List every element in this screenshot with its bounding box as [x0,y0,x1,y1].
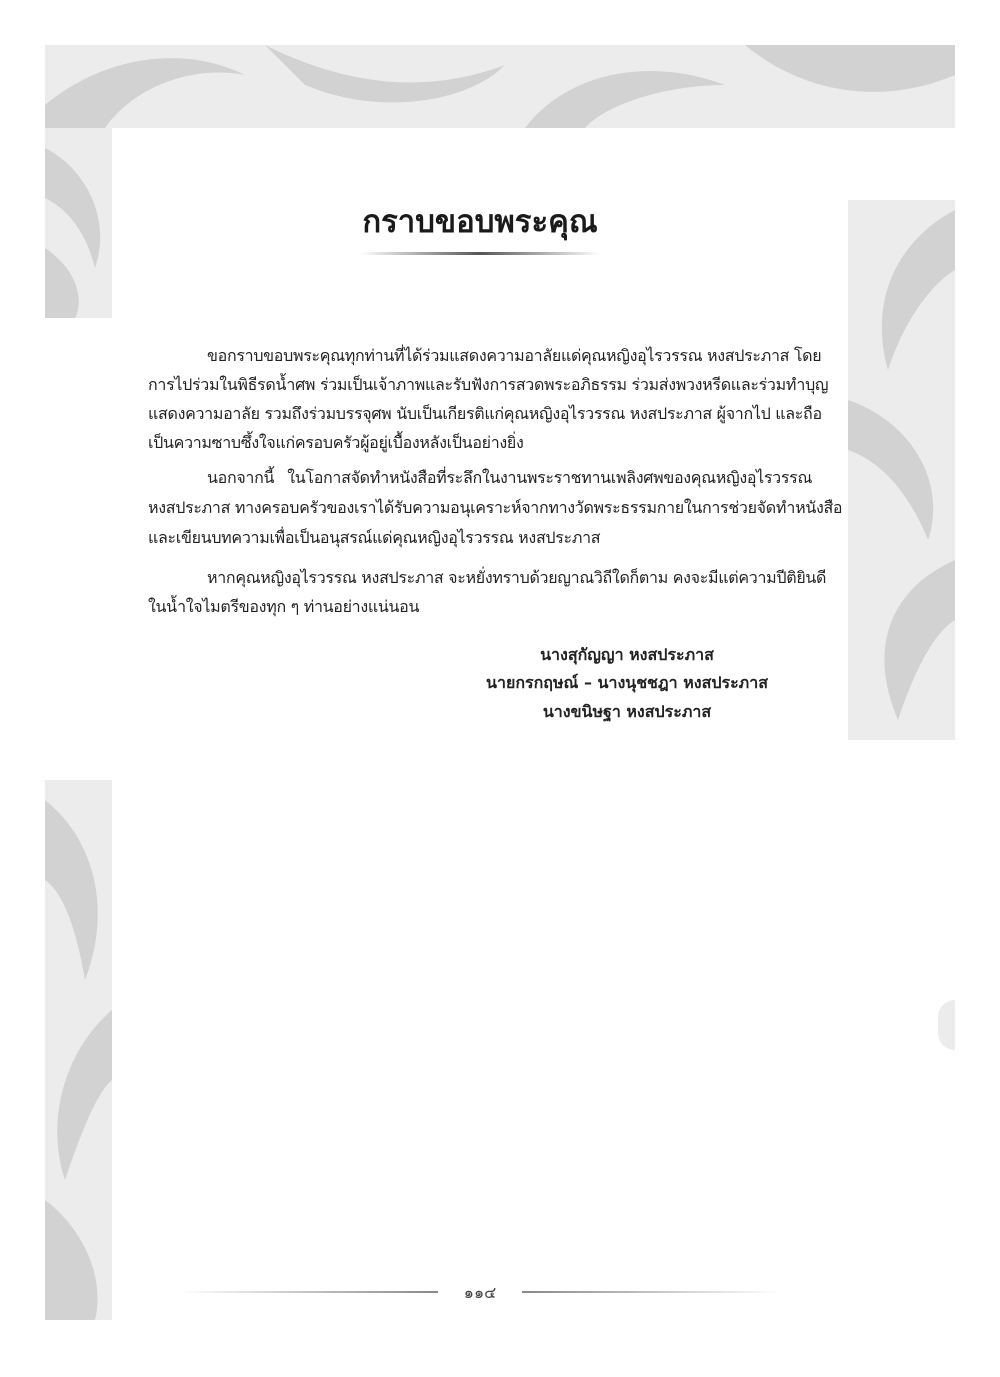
paragraph-2-line: นอกจากนี้ ในโอกาสจัดทำหนังสือที่ระลึกในงานพระราชทานเพลิงศพของคุณหญิงอุไรวรรณ [207,468,812,487]
paragraph-2-line: หงสประภาส ทางครอบครัวของเราได้รับความอนุเคราะห์จากทางวัดพระธรรมกายในการช่วยจัดทำหนังสือ [148,498,843,517]
paragraph-1-line: เป็นความซาบซึ้งใจแก่ครอบครัวผู้อยู่เบื้องหลังเป็นอย่างยิ่ง [148,433,524,452]
floral-border-top [45,45,955,128]
signature-line: นายกรกฤษณ์ – นางนุชชฎา หงสประภาส [486,673,768,692]
paragraph-3-line: หากคุณหญิงอุไรวรรณ หงสประภาส จะหยั่งทราบด้วยญาณวิถีใดก็ตาม คงจะมีแต่ความปีติยินดี [207,568,827,587]
title-underline [360,252,600,255]
paragraph-1-line: ขอกราบขอบพระคุณทุกท่านที่ได้ร่วมแสดงความอาลัยแด่คุณหญิงอุไรวรรณ หงสประภาส โดย [207,346,822,365]
floral-border-right [848,200,955,740]
footer-rule-left [180,1291,438,1293]
paragraph-1-line: การไปร่วมในพิธีรดน้ำศพ ร่วมเป็นเจ้าภาพและรับฟังการสวดพระอภิธรรม ร่วมส่งพวงหรีดและร่วมทำบุญ [148,375,829,394]
signature-line: นางสุกัญญา หงสประภาส [540,645,714,664]
paragraph-1-line: แสดงความอาลัย รวมถึงร่วมบรรจุศพ นับเป็นเกียรติแก่คุณหญิงอุไรวรรณ หงสประภาส ผู้จากไป และถือ [148,404,822,423]
floral-border-right-small [938,1000,955,1050]
signature-line: นางขนิษฐา หงสประภาส [542,702,712,721]
paragraph-3-line: ในน้ำใจไมตรีของทุก ๆ ท่านอย่างแน่นอน [148,597,420,616]
footer-rule-right [522,1291,780,1293]
paragraph-2-line: และเขียนบทความเพื่อเป็นอนุสรณ์แด่คุณหญิงอุไรวรรณ หงสประภาส [148,528,601,547]
page-title: กราบขอบพระคุณ [362,204,598,240]
floral-border-left-bottom [45,780,112,1320]
page-number: ๑๑๔ [463,1283,497,1302]
